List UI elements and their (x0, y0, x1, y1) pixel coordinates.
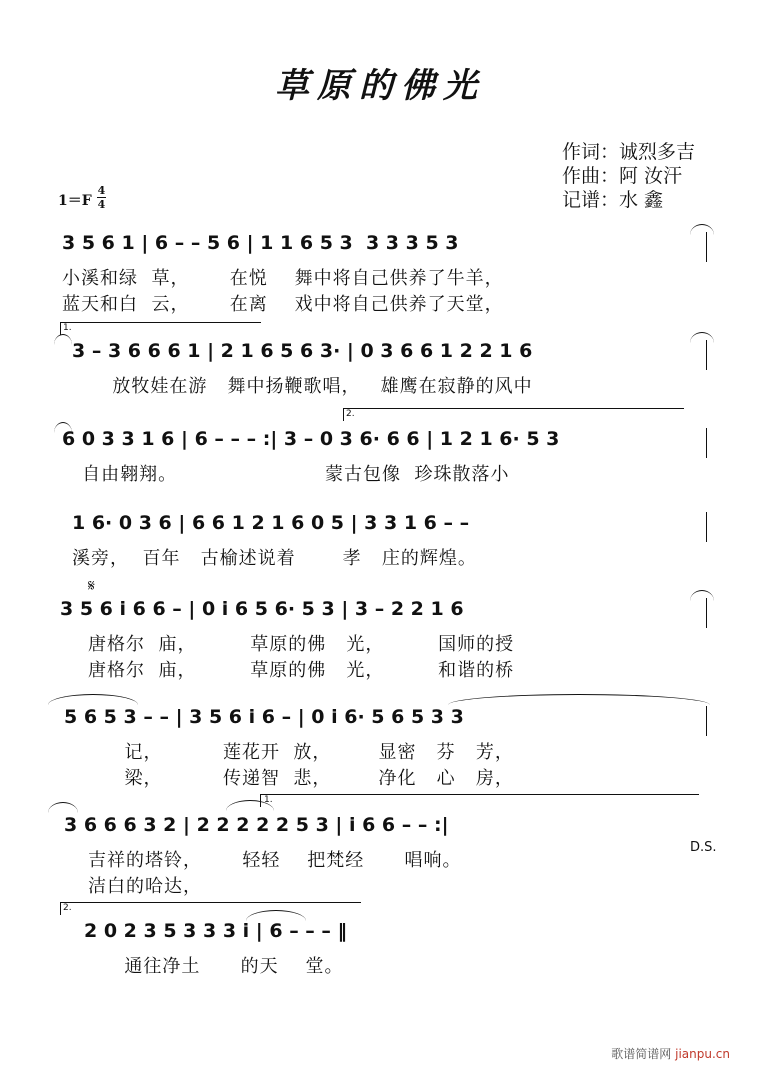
lyrics-line-5-verse-2: 唐格尔 庙， 草原的佛 光， 和谐的桥 (88, 660, 515, 681)
volta-bracket-1 (60, 322, 261, 335)
volta-1-label: 1. (63, 323, 72, 333)
tie-arc (54, 334, 72, 345)
tie-arc (690, 590, 714, 601)
tie-arc (690, 332, 714, 343)
composer-credit: 作曲：阿 汝汗 (562, 165, 683, 187)
credits (562, 140, 695, 212)
notes-line-4: 1 6· 0 3 6 | 6 6 1 2 1 6 0 5 | 3 3 1 6 – – (72, 512, 470, 534)
site-watermark (611, 1045, 730, 1062)
site-url: jianpu.cn (675, 1047, 730, 1061)
barline (706, 512, 707, 542)
tie-arc (690, 224, 714, 235)
lyrics-line-3: 自由翱翔。 蒙古包像 珍珠散落小 (62, 464, 510, 485)
barline (706, 232, 707, 262)
lyrics-line-8: 通往净土 的天 堂。 (84, 956, 344, 977)
site-name: 歌谱简谱网 (611, 1047, 672, 1061)
volta-2-label: 2. (346, 409, 355, 419)
notes-line-1: 3 5 6 1 | 6 – – 5 6 | 1 1 6 5 3 3 3 3 5 3 (62, 232, 459, 254)
volta-2-label: 2. (63, 903, 72, 913)
volta-bracket-2 (60, 902, 361, 915)
barline (706, 340, 707, 370)
barline (706, 706, 707, 736)
notes-line-2: 3 – 3 6 6 6 1 | 2 1 6 5 6 3· | 0 3 6 6 1 2 2 1 6 (72, 340, 533, 362)
lyrics-line-6-verse-2: 梁， 传递智 悲， 净化 心 房， (64, 768, 514, 789)
tie-arc (48, 802, 78, 813)
segno-sign: 𝄋 (88, 576, 95, 595)
notes-line-7: 3 6 6 6 3 2 | 2 2 2 2 2 5 3 | i 6 6 – – :| (64, 814, 449, 836)
ds-mark: D.S. (690, 840, 717, 855)
lyrics-line-1-verse-2: 蓝天和白 云， 在离 戏中将自己供养了天堂， (62, 294, 504, 315)
meter-top: 4 (97, 184, 106, 197)
lyrics-line-2: 放牧娃在游 舞中扬鞭歌唱， 雄鹰在寂静的风中 (72, 376, 533, 397)
barline (706, 428, 707, 458)
key-signature: 1＝F (58, 193, 92, 209)
lyrics-line-6-verse-1: 记， 莲花开 放， 显密 芬 芳， (64, 742, 514, 763)
lyrics-line-5-verse-1: 唐格尔 庙， 草原的佛 光， 国师的授 (88, 634, 515, 655)
notes-line-6: 5 6 5 3 – – | 3 5 6 i 6 – | 0 i 6· 5 6 5 3 3 (64, 706, 464, 728)
time-signature (97, 185, 106, 210)
slur-arc (48, 694, 138, 705)
notes-line-8: 2 0 2 3 5 3 3 3 i | 6 – – – ‖ (84, 920, 348, 942)
lyrics-line-7-verse-1: 吉祥的塔铃， 轻轻 把梵经 唱响。 (88, 850, 462, 871)
lyrics-line-4: 溪旁， 百年 古榆述说着 孝 庄的辉煌。 (72, 548, 477, 569)
transcriber-credit: 记谱：水 鑫 (562, 189, 664, 211)
slur-arc (448, 694, 710, 705)
volta-bracket-2 (343, 408, 684, 421)
lyrics-line-7-verse-2: 洁白的哈达， (88, 876, 202, 897)
volta-bracket-1 (260, 794, 699, 807)
barline (706, 598, 707, 628)
meter-bottom: 4 (97, 198, 106, 211)
notes-line-3: 6 0 3 3 1 6 | 6 – – – :| 3 – 0 3 6· 6 6 | 1 2 1 6· 5 3 (62, 428, 560, 450)
lyrics-line-1-verse-1: 小溪和绿 草， 在悦 舞中将自己供养了牛羊， (62, 268, 504, 289)
notes-line-5: 3 5 6 i 6 6 – | 0 i 6 5 6· 5 3 | 3 – 2 2 1 6 (60, 598, 464, 620)
volta-1-label: 1. (264, 795, 273, 805)
lyricist-credit: 作词：诚烈多吉 (562, 141, 696, 163)
song-title: 草原的佛光 (275, 66, 485, 106)
